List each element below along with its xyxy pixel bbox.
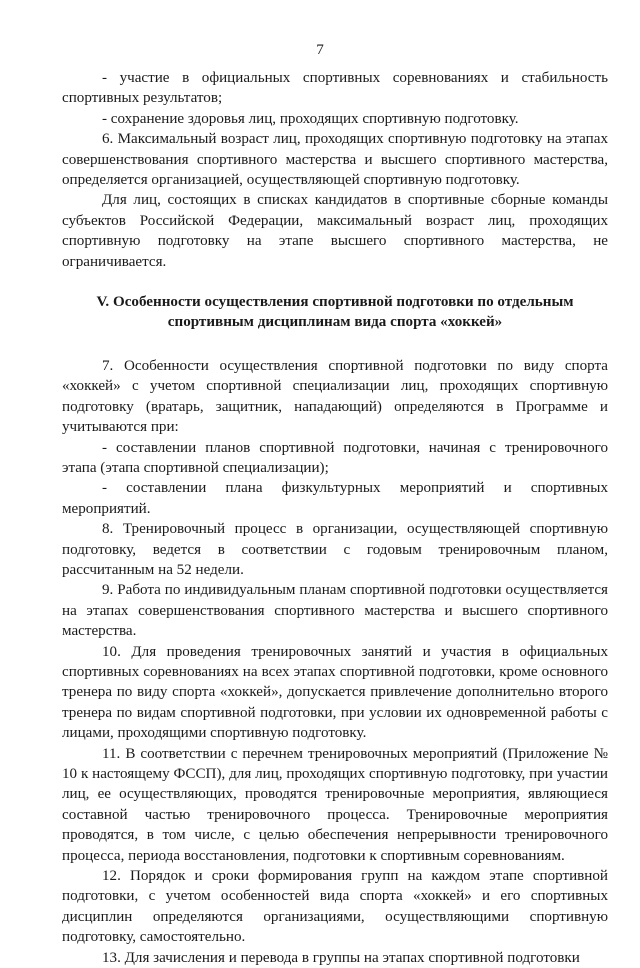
page-number: 7 [316,42,324,58]
paragraph: 12. Порядок и сроки формирования групп на каждом этапе спортивной подготовки, с учетом особенностей вида спорта «хоккей» и его спортивных дисциплин определяются организациями, осуществляющими спортивную подготовку, самостоятельно. [62,868,608,946]
paragraph: - составлении плана физкультурных мероприятий и спортивных мероприятий. [62,480,608,517]
document-body [62,68,608,968]
section-heading [62,292,608,333]
section-heading-line: V. Особенности осуществления спортивной подготовки по отдельным [96,294,574,311]
paragraph: Для лиц, состоящих в списках кандидатов в спортивные сборные команды субъектов Российской Федерации, максимальный возраст лиц, проходящих спортивную подготовку на этапе высшего спортивного мастерства, не ограничивается. [62,192,608,270]
paragraph: 11. В соответствии с перечнем тренировочных мероприятий (Приложение № 10 к настоящему ФССП), для лиц, проходящих спортивную подготовку, при участии лиц, ее осуществляющих, проводятся тренировочные мероприятия, являющиеся составной частью тренировочного процесса. Тренировочные мероприятия проводятся, в том числе, с целью обеспечения непрерывности тренировочного процесса, периода восстановления, подготовки к спортивным соревнованиям. [62,745,608,864]
paragraph: 6. Максимальный возраст лиц, проходящих спортивную подготовку на этапах совершенствования спортивного мастерства и высшего спортивного мастерства, определяется организацией, осуществляющей спортивную подготовку. [62,131,608,189]
paragraph: - составлении планов спортивной подготовки, начиная с тренировочного этапа (этапа спортивной специализации); [62,439,608,476]
paragraph: 7. Особенности осуществления спортивной подготовки по виду спорта «хоккей» с учетом спортивной специализации лиц, проходящих спортивную подготовку (вратарь, защитник, нападающий) определяются в Программе и учитываются при: [62,357,608,436]
paragraph: 9. Работа по индивидуальным планам спортивной подготовки осуществляется на этапах совершенствования спортивного мастерства и высшего спортивного мастерства. [62,582,608,640]
paragraph: - участие в официальных спортивных соревнованиях и стабильность спортивных результатов; [62,70,608,107]
paragraph: - сохранение здоровья лиц, проходящих спортивную подготовку. [102,110,519,127]
paragraph: 8. Тренировочный процесс в организации, осуществляющей спортивную подготовку, ведется в соответствии с годовым тренировочным планом, рассчитанным на 52 недели. [62,521,608,578]
paragraph: 13. Для зачисления и перевода в группы на этапах спортивной подготовки [102,949,580,966]
section-heading-line: спортивным дисциплинам вида спорта «хоккей» [167,314,503,331]
spacer [62,272,608,292]
paragraph: 10. Для проведения тренировочных занятий и участия в официальных спортивных соревнованиях на всех этапах спортивной подготовки, кроме основного тренера по виду спорта «хоккей», допускается привлечение дополнительно второго тренера по видам спортивной подготовки, при условии их одновременной работы с лицами, проходящими спортивную подготовку. [62,643,608,742]
spacer [62,333,608,356]
